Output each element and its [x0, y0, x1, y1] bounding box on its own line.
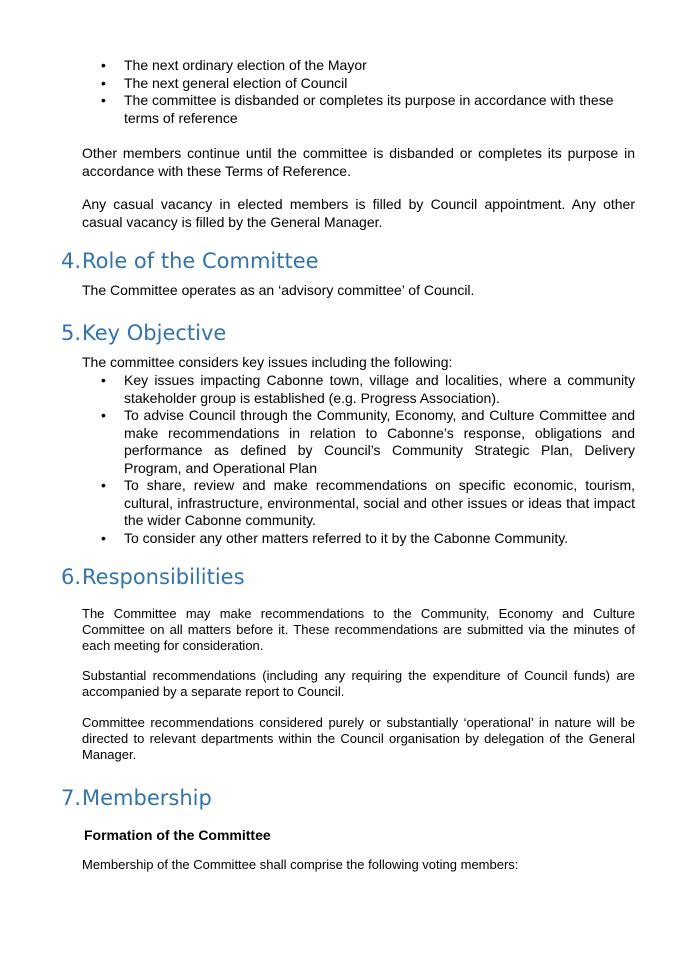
intro-bullet-list	[82, 57, 635, 127]
list-item: • The next ordinary election of the Mayor	[101, 57, 367, 73]
bullet-icon: •	[101, 477, 106, 493]
section-heading-role: 4.Role of the Committee	[61, 249, 319, 273]
section-paragraph: The Committee may make recommendations to the Community, Economy and Culture Committee on all matters before it. These recommendations are submitted via the minutes of each meeting for consideration.	[82, 606, 635, 653]
bullet-icon: •	[101, 74, 106, 91]
section-heading-membership: 7.Membership	[61, 786, 212, 810]
objective-bullet-list	[82, 372, 635, 547]
list-item: • To advise Council through the Community, Economy, and Culture Committee and make recommendations in relation to Cabonne’s response, obligations and performance as defined by Council’s Community Strategic Plan, Delivery Program, and Operational Plan	[101, 407, 635, 476]
list-item: • To consider any other matters referred to it by the Cabonne Community.	[101, 529, 569, 546]
bullet-icon: •	[101, 57, 106, 73]
bullet-icon: •	[101, 372, 106, 388]
section-heading-responsibilities: 6.Responsibilities	[61, 565, 245, 589]
list-item: • The next general election of Council	[101, 74, 348, 91]
bullet-icon: •	[101, 407, 106, 423]
section-paragraph: Committee recommendations considered purely or substantially ‘operational’ in nature will be directed to relevant departments within the Council organisation by delegation of the General Manager.	[82, 715, 635, 762]
bullet-icon: •	[101, 92, 106, 108]
intro-paragraph: Any casual vacancy in elected members is filled by Council appointment. Any other casual vacancy is filled by the General Manager.	[82, 196, 635, 230]
section-paragraph: Substantial recommendations (including any requiring the expenditure of Council funds) are accompanied by a separate report to Council.	[82, 668, 635, 699]
list-item: • To share, review and make recommendations on specific economic, tourism, cultural, infrastructure, environmental, social and other issues or ideas that impact the wider Cabonne community.	[101, 477, 635, 528]
intro-paragraph: Other members continue until the committee is disbanded or completes its purpose in accordance with these Terms of Reference.	[82, 145, 635, 179]
list-item: • Key issues impacting Cabonne town, village and localities, where a community stakeholder group is established (e.g. Progress Association).	[101, 372, 635, 406]
section-text: The Committee operates as an ‘advisory committee’ of Council.	[82, 282, 475, 298]
section-text: Membership of the Committee shall comprise the following voting members:	[82, 857, 519, 872]
section-heading-objective: 5.Key Objective	[61, 321, 227, 345]
section-intro: The committee considers key issues including the following:	[82, 354, 453, 370]
bullet-icon: •	[101, 529, 106, 546]
subheading: Formation of the Committee	[84, 827, 271, 843]
list-item: • The committee is disbanded or completes its purpose in accordance with these terms of reference	[101, 92, 614, 126]
